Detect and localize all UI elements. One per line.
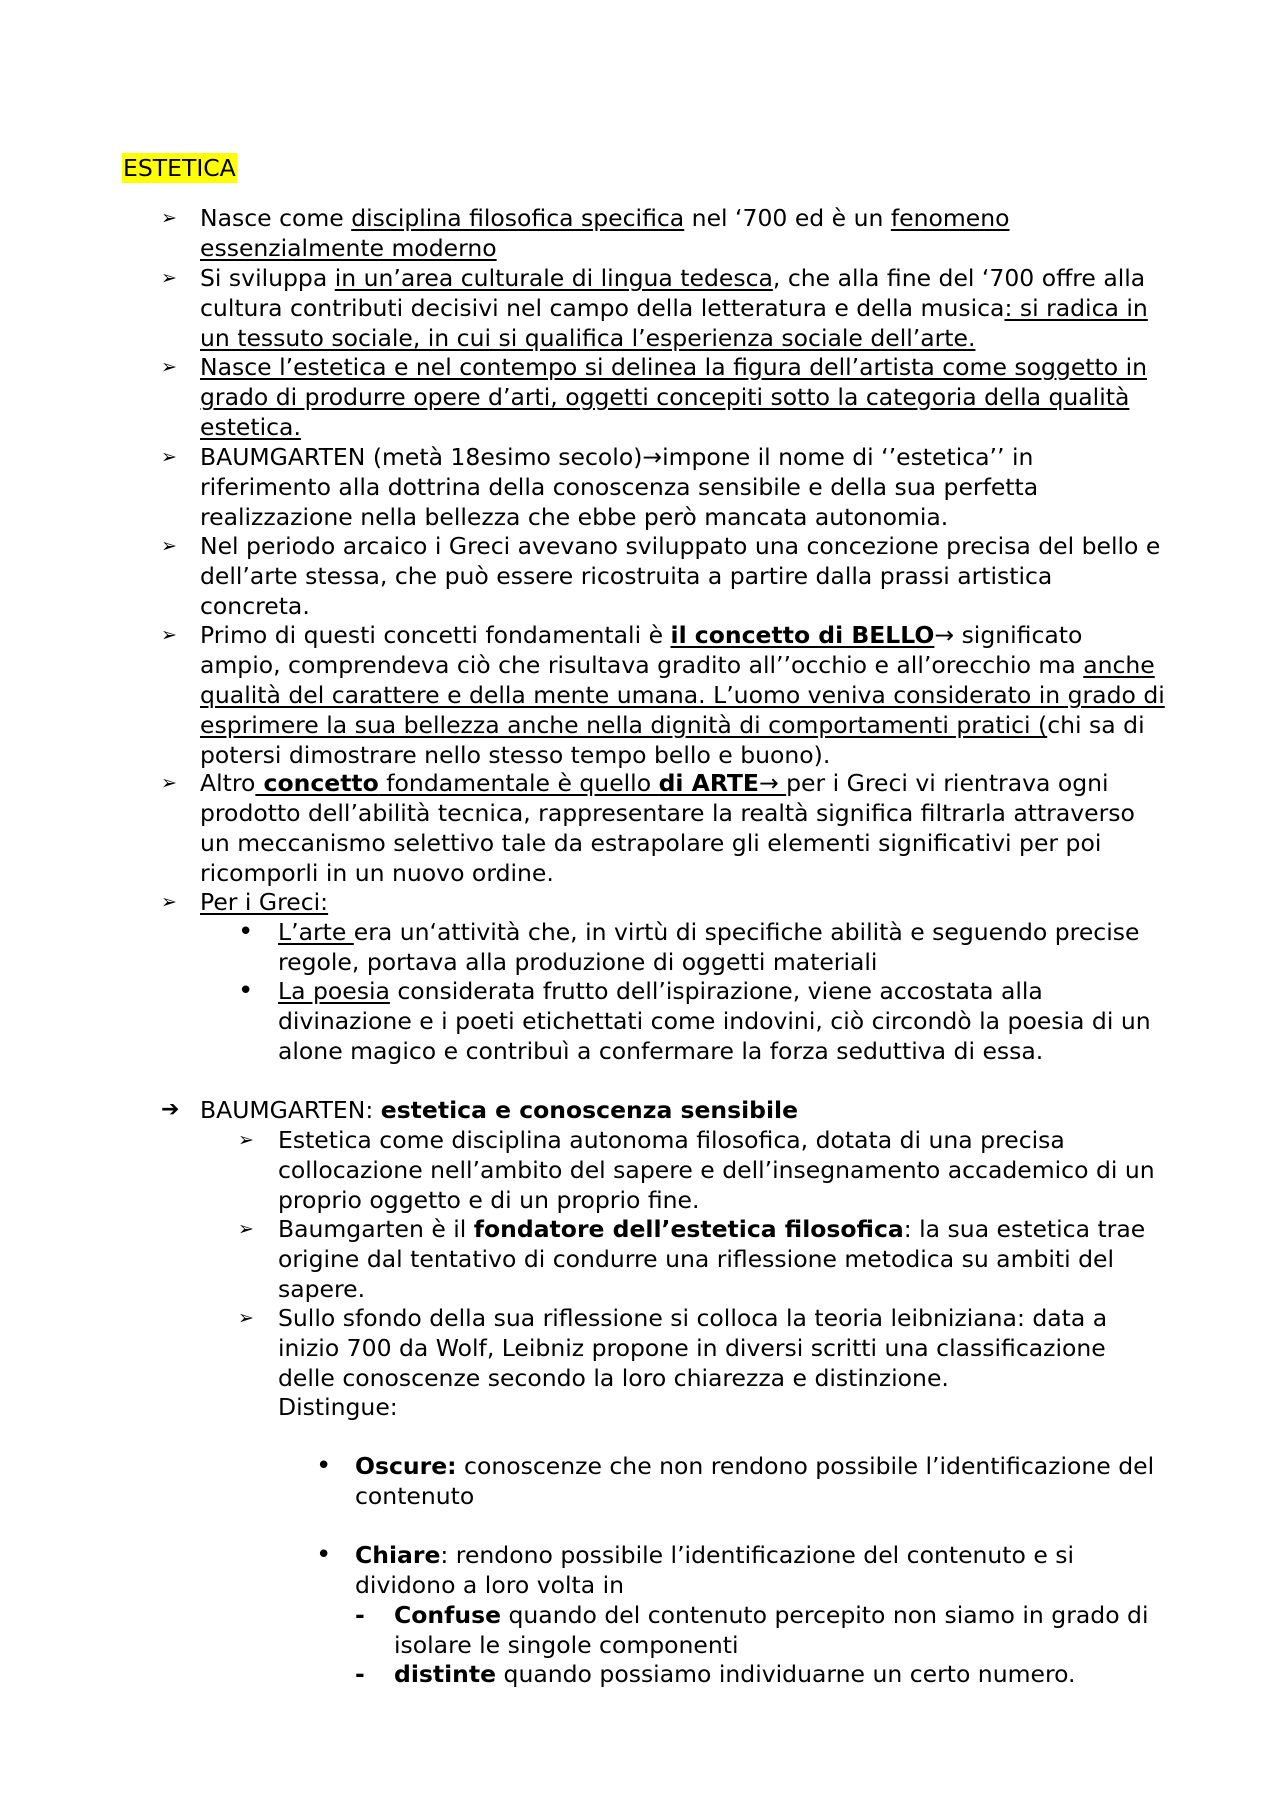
text-run: distinte <box>394 1660 497 1688</box>
text-run: in un’area culturale di lingua tedesca <box>334 264 773 292</box>
item-text <box>278 917 1166 977</box>
text-run: fondamentale è quello <box>378 769 659 797</box>
text-run: BAUMGARTEN: <box>200 1096 381 1124</box>
text-run: Altro <box>200 769 256 797</box>
item-text <box>278 1303 1166 1393</box>
dash-bullet-icon: - <box>355 1601 365 1629</box>
text-run: significato ampio, comprendeva ciò che risultava gradito all’’occhio e all’orecchio ma <box>200 621 1084 679</box>
text-run: Primo di questi concetti fondamentali è <box>200 621 671 649</box>
chevron-bullet-icon: ➢ <box>161 535 177 557</box>
text-run: disciplina filosofica specifica <box>351 204 685 232</box>
text-run: , che alla fine del ‘700 offre alla cultura contributi decisivi nel campo della letteratura e della musica <box>200 264 1146 322</box>
text-run: Estetica come disciplina autonoma filosofica, dotata di una precisa collocazione nell’ambito del sapere e dell’insegnamento accademico di un proprio oggetto e di un proprio fine. <box>278 1126 1155 1214</box>
page-title: ESTETICA <box>123 154 236 182</box>
item-text <box>200 887 1166 917</box>
item-text <box>278 1392 1166 1422</box>
text-run: Distingue: <box>278 1393 398 1421</box>
item-text <box>394 1600 1166 1660</box>
text-run: il concetto di BELLO <box>670 621 935 649</box>
item-text <box>200 620 1166 770</box>
chevron-bullet-icon: ➢ <box>238 1218 254 1240</box>
text-run: Per i Greci: <box>200 888 329 916</box>
item-text <box>200 352 1166 442</box>
item-text <box>278 1125 1166 1215</box>
text-run: → <box>934 621 955 649</box>
text-run: chi sa di potersi dimostrare nello stesso tempo bello e buono). <box>200 711 1145 769</box>
chevron-bullet-icon: ➢ <box>238 1307 254 1329</box>
text-run: → <box>642 443 663 471</box>
text-run: fondatore dell’estetica filosofica <box>473 1215 904 1243</box>
item-text <box>278 976 1166 1066</box>
bullet-dot-icon: • <box>238 917 254 947</box>
bullet-dot-icon: • <box>238 976 254 1006</box>
chevron-bullet-icon: ➢ <box>161 446 177 468</box>
item-text <box>278 1214 1166 1304</box>
text-run: Sullo sfondo della sua riflessione si colloca la teoria leibniziana: data a inizio 700 da Wolf, Leibniz propone in diversi scritti una classificazione delle conoscenze secondo la loro chiarezza e distinzione. <box>278 1304 1108 1392</box>
arrow-right-icon: ➔ <box>161 1097 180 1122</box>
chevron-bullet-icon: ➢ <box>161 207 177 229</box>
text-run: : rendono possibile l’identificazione del contenuto e si dividono a loro volta in <box>355 1541 1075 1599</box>
text-run: Confuse <box>394 1601 502 1629</box>
text-run: BAUMGARTEN (metà 18esimo secolo) <box>200 443 643 471</box>
text-run: anche qualità del carattere e della mente umana. L’uomo veniva considerato in grado di esprimere la sua bellezza anche nella dignità di comportamenti pratici ( <box>200 651 1165 739</box>
dash-bullet-icon: - <box>355 1660 365 1688</box>
text-run: Baumgarten è il <box>278 1215 474 1243</box>
item-text <box>200 442 1166 532</box>
text-run: Nasce come <box>200 204 352 232</box>
item-text <box>355 1451 1166 1511</box>
text-run: considerata frutto dell’ispirazione, viene accostata alla divinazione e i poeti etichettati come indovini, ciò circondò la poesia di un alone magico e contribuì a confermare la forza seduttiva di essa. <box>278 977 1151 1065</box>
item-text <box>200 1095 1166 1125</box>
text-run: : la sua estetica trae origine dal tentativo di condurre una riflessione metodica su ambiti del sapere. <box>278 1215 1146 1303</box>
text-run: quando del contenuto percepito non siamo in grado di isolare le singole componenti <box>394 1601 1149 1659</box>
text-run: L’arte <box>278 918 354 946</box>
text-run: Nel periodo arcaico i Greci avevano sviluppato una concezione precisa del bello e dell’arte stessa, che può essere ricostruita a partire dalla prassi artistica concreta. <box>200 532 1161 620</box>
text-run: per i Greci vi rientrava ogni prodotto dell’abilità tecnica, rappresentare la realtà significa filtrarla attraverso un meccanismo selettivo tale da estrapolare gli elementi significativi per poi ricomporli in un nuovo ordine. <box>200 769 1135 887</box>
text-run: La poesia <box>278 977 390 1005</box>
text-run: concetto <box>255 769 379 797</box>
chevron-bullet-icon: ➢ <box>161 267 177 289</box>
text-run: impone il nome di ‘’estetica’’ in riferimento alla dottrina della conoscenza sensibile e della sua perfetta realizzazione nella bellezza che ebbe però mancata autonomia. <box>200 443 1039 531</box>
chevron-bullet-icon: ➢ <box>161 772 177 794</box>
text-run: Si sviluppa <box>200 264 335 292</box>
text-run: Nasce l’estetica e nel contempo si delinea la figura dell’artista come soggetto in grado di produrre opere d’arti, oggetti concepiti sotto la categoria della qualità estetica. <box>200 353 1147 441</box>
chevron-bullet-icon: ➢ <box>238 1129 254 1151</box>
item-text <box>200 768 1166 888</box>
chevron-bullet-icon: ➢ <box>161 356 177 378</box>
text-run: fenomeno essenzialmente moderno <box>200 204 1010 262</box>
text-run: → <box>758 769 787 797</box>
text-run: nel ‘700 ed è un <box>684 204 891 232</box>
item-text <box>394 1659 1166 1689</box>
item-text <box>200 531 1166 621</box>
text-run: conoscenze che non rendono possibile l’identificazione del contenuto <box>355 1452 1155 1510</box>
item-text <box>200 263 1166 353</box>
text-run: era un‘attività che, in virtù di specifiche abilità e seguendo precise regole, portava alla produzione di oggetti materiali <box>278 918 1140 976</box>
text-run: : si radica in un tessuto sociale, in cui si qualifica l’esperienza sociale dell’arte. <box>200 294 1148 352</box>
text-run: Oscure: <box>355 1452 457 1480</box>
text-run: di ARTE <box>658 769 759 797</box>
text-run: estetica e conoscenza sensibile <box>380 1096 799 1124</box>
bullet-dot-icon: • <box>316 1451 332 1481</box>
bullet-dot-icon: • <box>316 1540 332 1570</box>
chevron-bullet-icon: ➢ <box>161 891 177 913</box>
text-run: quando possiamo individuarne un certo numero. <box>496 1660 1076 1688</box>
chevron-bullet-icon: ➢ <box>161 624 177 646</box>
text-run: Chiare <box>355 1541 441 1569</box>
item-text <box>355 1540 1166 1600</box>
item-text <box>200 203 1166 263</box>
